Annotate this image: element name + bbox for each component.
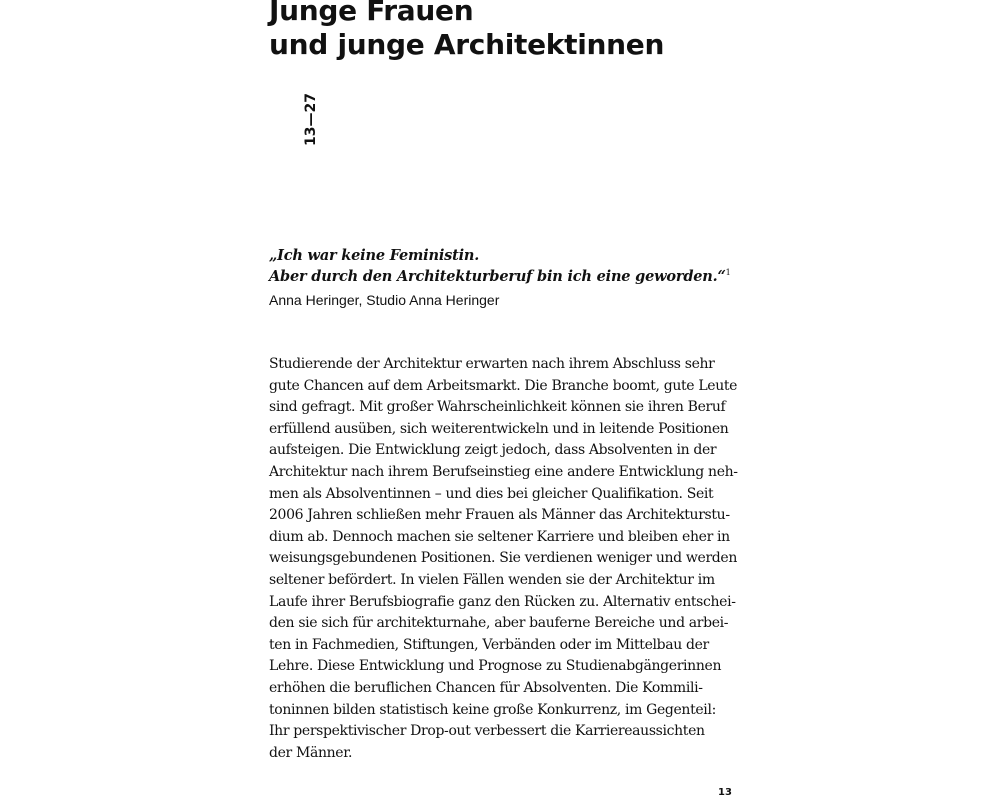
body-line: dium ab. Dennoch machen sie seltener Karriere und bleiben eher in [269,528,730,545]
quote-line-1: „Ich war keine Feministin. [269,247,480,264]
chapter-title-line-2: und junge Architektinnen [269,28,665,61]
footnote-marker: 1 [725,268,731,277]
epigraph-quote [269,245,739,287]
body-line: gute Chancen auf dem Arbeitsmarkt. Die Branche boomt, gute Leute [269,377,738,394]
body-line: 2006 Jahren schließen mehr Frauen als Männer das Architekturstu- [269,507,730,524]
body-line: seltener befördert. In vielen Fällen wenden sie der Architektur im [269,571,715,588]
body-line: erhöhen die beruflichen Chancen für Absolventen. Die Kommili- [269,679,703,696]
body-line: Ihr perspektivischer Drop-out verbessert die Karriereaussichten [269,723,705,740]
chapter-title-line-1: Junge Frauen [269,0,474,27]
body-line: toninnen bilden statistisch keine große Konkurrenz, im Gegenteil: [269,701,716,718]
page-number: 13 [718,787,732,798]
body-line: Architektur nach ihrem Berufseinstieg eine andere Entwicklung neh- [269,463,738,480]
body-line: Lehre. Diese Entwicklung und Prognose zu Studienabgängerinnen [269,658,722,675]
body-line: aufsteigen. Die Entwicklung zeigt jedoch, dass Absolventen in der [269,442,717,459]
chapter-title [269,0,664,62]
body-line: Studierende der Architektur erwarten nach ihrem Abschluss sehr [269,356,715,372]
body-line: ten in Fachmedien, Stiftungen, Verbänden oder im Mittelbau der [269,636,709,653]
quote-line-2-text: Aber durch den Architekturberuf bin ich eine geworden.“ [269,268,726,285]
quote-attribution: Anna Heringer, Studio Anna Heringer [269,292,500,308]
body-line: men als Absolventinnen – und dies bei gleicher Qualifikation. Seit [269,485,714,502]
body-paragraph [269,354,739,764]
body-line: der Männer. [269,744,353,761]
chapter-page-range: 13—27 [303,93,319,146]
body-line: sind gefragt. Mit großer Wahrscheinlichkeit können sie ihren Beruf [269,399,726,416]
body-line: weisungsgebundenen Positionen. Sie verdienen weniger und werden [269,550,738,567]
quote-line-2 [269,266,739,287]
body-line: erfüllend ausüben, sich weiterentwickeln und in leitende Positionen [269,420,729,437]
body-line: den sie sich für architekturnahe, aber bauferne Bereiche und arbei- [269,615,729,632]
body-line: Laufe ihrer Berufsbiografie ganz den Rücken zu. Alternativ entschei- [269,593,736,610]
